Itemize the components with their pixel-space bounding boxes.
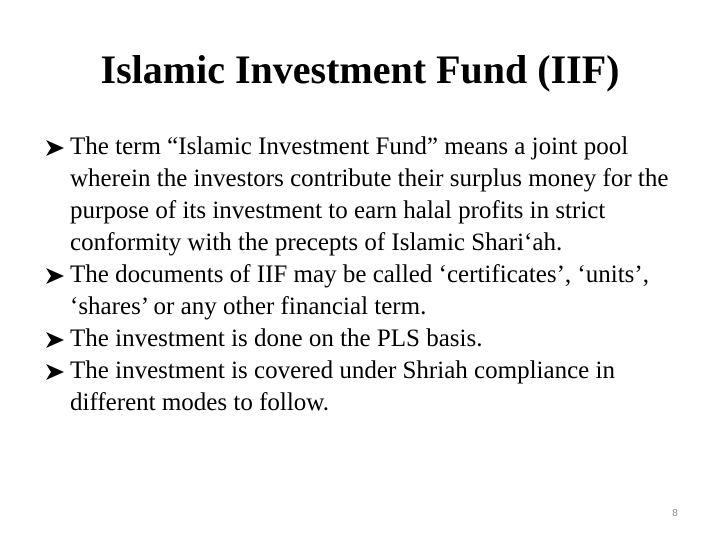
- arrowhead-bullet-icon: [44, 259, 66, 291]
- page-number: 8: [672, 508, 678, 519]
- slide-title: Islamic Investment Fund (IIF): [100, 47, 620, 92]
- bullet-item: [44, 355, 694, 419]
- bullet-text: The investment is covered under Shriah compliance in different modes to follow.: [70, 357, 615, 416]
- bullet-text: The investment is done on the PLS basis.: [70, 325, 483, 352]
- bullet-text: The term “Islamic Investment Fund” means a joint pool wherein the investors contribute their surplus money for the purpose of its investment to earn halal profits in strict conformity with the precepts of Islamic Shari‘ah.: [70, 133, 669, 256]
- bullet-item: [44, 131, 694, 259]
- bullet-list: [44, 131, 694, 419]
- bullet-text: The documents of IIF may be called ‘certificates’, ‘units’, ‘shares’ or any other financial term.: [70, 261, 649, 320]
- arrowhead-bullet-icon: [44, 323, 66, 355]
- arrowhead-bullet-icon: [44, 355, 66, 387]
- arrowhead-bullet-icon: [44, 131, 66, 163]
- bullet-item: [44, 259, 694, 323]
- bullet-item: [44, 323, 694, 355]
